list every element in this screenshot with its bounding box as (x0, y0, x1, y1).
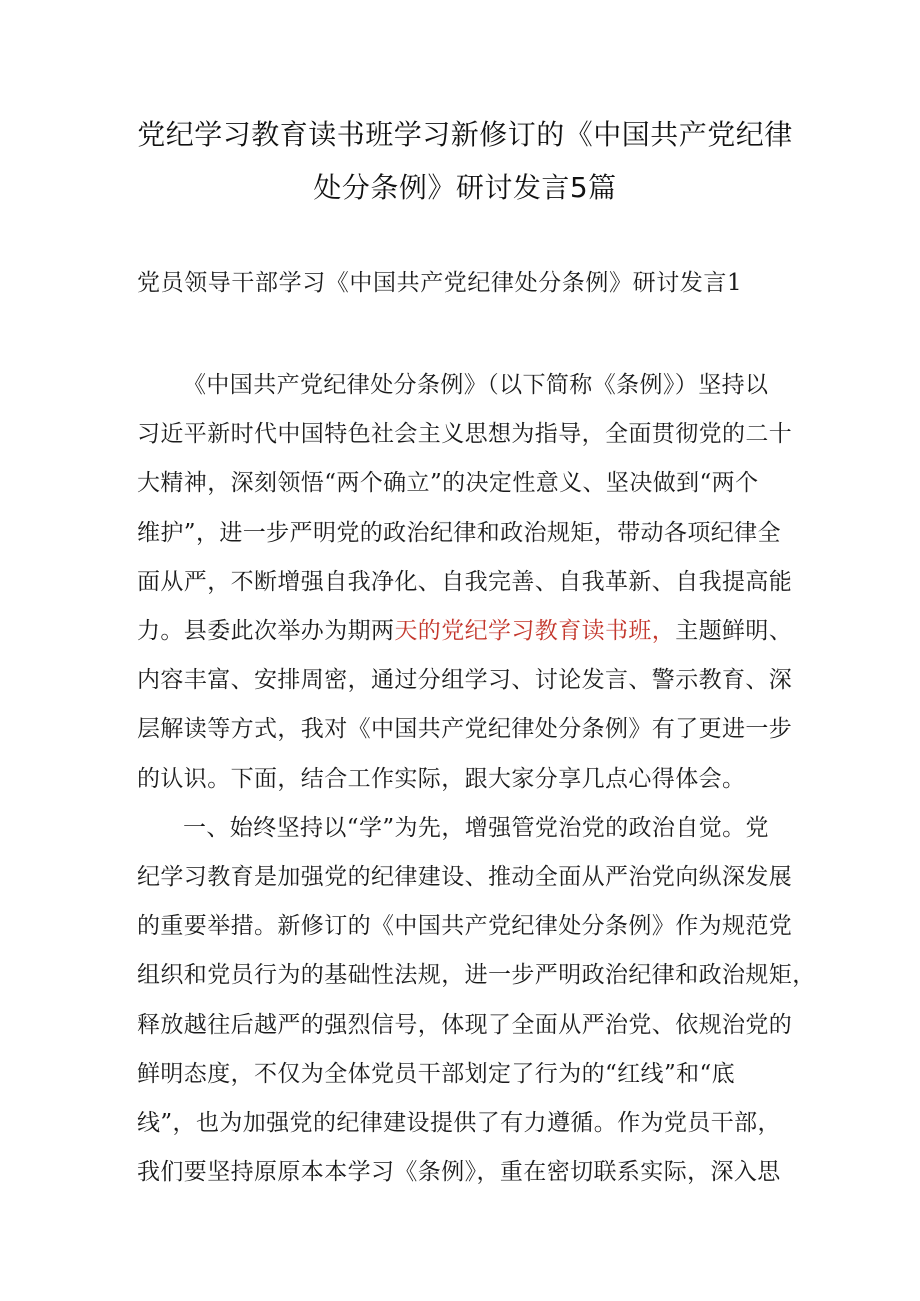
paragraph-line: 的重要举措。新修订的《中国共产党纪律处分条例》作为规范党 (137, 913, 793, 940)
paragraph-line: 大精神，深刻领悟“两个确立”的决定性意义、坚决做到“两个 (137, 470, 759, 497)
title-line-1: 党纪学习教育读书班学习新修订的《中国共产党纪律 (137, 118, 793, 151)
paragraph-line: 释放越往后越严的强烈信号，体现了全面从严治党、依规治党的 (137, 1011, 793, 1038)
paragraph-line: 我们要坚持原原本本学习《条例》，重在密切联系实际，深入思 (137, 1159, 781, 1186)
paragraph-line: 《中国共产党纪律处分条例》（以下简称《条例》）坚持以 (183, 372, 769, 398)
paragraph-line: 习近平新时代中国特色社会主义思想为指导，全面贯彻党的二十 (137, 421, 793, 448)
paragraph-line: 纪学习教育是加强党的纪律建设、推动全面从严治党向纵深发展 (137, 864, 793, 891)
paragraph-line: 维护”，进一步严明党的政治纪律和政治规矩，带动各项纪律全 (137, 519, 781, 546)
paragraph-1 (137, 361, 799, 804)
paragraph-line: 的认识。下面，结合工作实际，跟大家分享几点心得体会。 (137, 765, 746, 792)
document-title (120, 108, 810, 214)
highlighted-text: 天的党纪学习教育读书班， (394, 618, 676, 645)
paragraph-2 (137, 804, 816, 1198)
paragraph-line (137, 607, 799, 656)
document-body (137, 361, 816, 1197)
text-run: 主题鲜明、 (675, 618, 793, 645)
paragraph-line: 组织和党员行为的基础性法规，进一步严明政治纪律和政治规矩， (137, 962, 816, 989)
paragraph-line: 内容丰富、安排周密，通过分组学习、讨论发言、警示教育、深 (137, 667, 793, 694)
paragraph-line: 线”，也为加强党的纪律建设提供了有力遵循。作为党员干部， (137, 1110, 781, 1137)
title-line-2: 处分条例》研讨发言5篇 (313, 171, 617, 204)
text-run: 力。县委此次举办为期两 (137, 618, 395, 645)
paragraph-line: 一、始终坚持以“学”为先，增强管党治党的政治自觉。党 (183, 814, 769, 841)
paragraph-line: 鲜明态度，不仅为全体党员干部划定了行为的“红线”和“底 (137, 1060, 736, 1087)
paragraph-line: 层解读等方式，我对《中国共产党纪律处分条例》有了更进一步 (137, 716, 793, 743)
paragraph-line: 面从严，不断增强自我净化、自我完善、自我革新、自我提高能 (137, 568, 793, 595)
section-subtitle: 党员领导干部学习《中国共产党纪律处分条例》研讨发言1 (137, 270, 743, 296)
